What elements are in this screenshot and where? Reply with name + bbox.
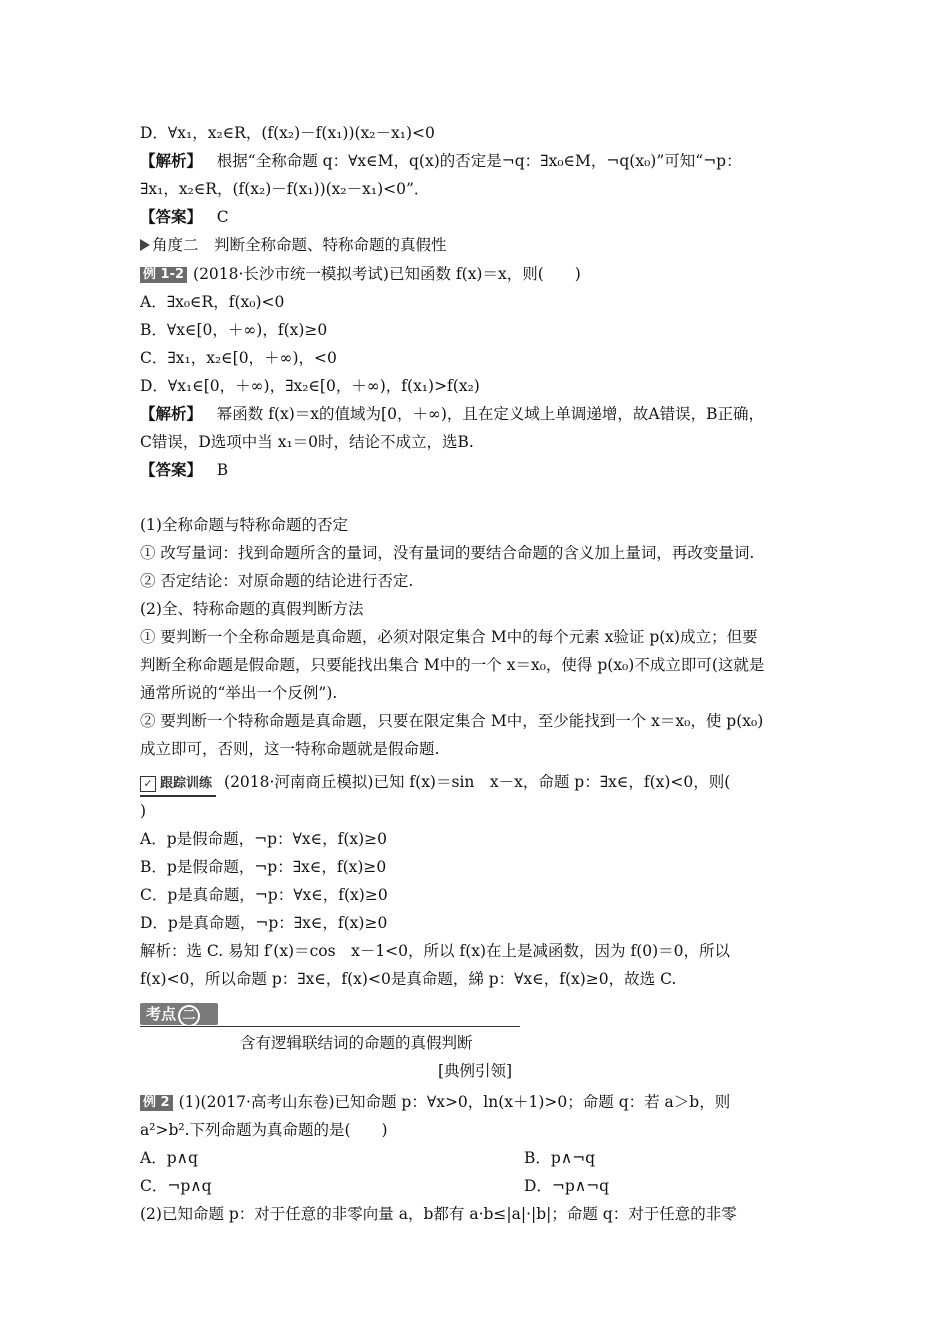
angle-heading-text: 角度二 判断全称命题、特称命题的真假性	[152, 236, 447, 254]
analysis-line	[140, 151, 742, 171]
section-divider	[140, 1026, 520, 1027]
option-d: D．∀x₁∈[0，＋∞)，∃x₂∈[0，＋∞)，f(x₁)>f(x₂)	[140, 377, 480, 395]
summary-point-3: ① 要判断一个全称命题是真命题，必须对限定集合 M中的每个元素 x验证 p(x)成立；但要	[140, 628, 758, 646]
option-a: A．∃x₀∈R，f(x₀)<0	[140, 293, 285, 311]
option-c: C．¬p∧q	[140, 1177, 212, 1195]
example-2-continuation: a²>b².下列命题为真命题的是( )	[140, 1121, 388, 1139]
example-1-2-line	[140, 264, 581, 284]
analysis-text: 幂函数 f(x)＝x的值域为[0，＋∞)，且在定义域上单调递增，故A错误，B正确，	[216, 405, 764, 423]
tracking-practice-line	[140, 772, 730, 797]
analysis-continuation: ∃x₁，x₂∈R，(f(x₂)－f(x₁))(x₂－x₁)<0”．	[140, 180, 430, 198]
example-2-text: (1)(2017·高考山东卷)已知命题 p：∀x>0，ln(x＋1)>0；命题 q：若 a＞b，则	[178, 1093, 731, 1111]
summary-point-3-cont: 判断全称命题是假命题，只要能找出集合 M中的一个 x＝x₀，使得 p(x₀)不成立即可(这就是	[140, 656, 765, 674]
answer-value: B	[216, 461, 229, 479]
play-triangle-icon	[140, 239, 150, 251]
analysis-continuation-2: C错误，D选项中当 x₁＝0时，结论不成立，选B.	[140, 433, 474, 451]
exam-point-label: 考点	[146, 1005, 177, 1023]
tracking-question: (2018·河南商丘模拟)已知 f(x)＝sin x－x，命题 p：∃x∈，f(x)<0，则(	[224, 773, 731, 791]
answer-line-2	[140, 460, 228, 480]
example-2-line	[140, 1092, 730, 1112]
exam-point-badge	[140, 1003, 218, 1025]
example-2-part-2: (2)已知命题 p：对于任意的非零向量 a，b都有 a·b≤|a|·|b|；命题 q：对于任意的非零	[140, 1205, 737, 1223]
option-a: A．p∧q	[140, 1149, 198, 1167]
solution-continuation: f(x)<0，所以命题 p：∃x∈，f(x)<0是真命题，綈 p：∀x∈，f(x)≥0，故选 C.	[140, 970, 677, 988]
tracking-badge-label: 跟踪训练	[160, 776, 213, 791]
tracking-badge	[140, 774, 216, 797]
option-b: B．p是假命题，¬p：∃x∈，f(x)≥0	[140, 858, 387, 876]
answer-label: 【答案】	[140, 460, 203, 479]
analysis-line-2	[140, 404, 764, 424]
option-d-line: D．∀x₁，x₂∈R，(f(x₂)－f(x₁))(x₂－x₁)<0	[140, 124, 435, 142]
option-b: B．p∧¬q	[524, 1149, 596, 1167]
section-title: 含有逻辑联结词的命题的真假判断	[240, 1034, 473, 1052]
summary-point-1: ① 改写量词：找到命题所含的量词，没有量词的要结合命题的含义加上量词，再改变量词.	[140, 544, 755, 562]
option-c: C．∃x₁，x₂∈[0，＋∞)，<0	[140, 349, 337, 367]
summary-point-2: ② 否定结论：对原命题的结论进行否定.	[140, 572, 414, 590]
checkmark-icon: ✓	[140, 776, 156, 792]
angle-heading	[140, 235, 447, 255]
answer-line	[140, 207, 229, 227]
summary-point-3-end: 通常所说的“举出一个反例”).	[140, 684, 338, 702]
analysis-label: 【解析】	[140, 404, 203, 423]
summary-point-4: ② 要判断一个特称命题是真命题，只要在限定集合 M中，至少能找到一个 x＝x₀，使 p(x₀)	[140, 712, 764, 730]
option-a: A．p是假命题，¬p：∀x∈，f(x)≥0	[140, 830, 388, 848]
example-tag: 例 2	[140, 1095, 173, 1111]
option-d: D．p是真命题，¬p：∃x∈，f(x)≥0	[140, 914, 388, 932]
exam-point-number: 二	[178, 1005, 200, 1027]
example-1-2-text: (2018·长沙市统一模拟考试)已知函数 f(x)＝x，则( )	[193, 265, 581, 283]
section-subtitle: [典例引领]	[438, 1062, 513, 1080]
option-c: C．p是真命题，¬p：∀x∈，f(x)≥0	[140, 886, 388, 904]
option-b: B．∀x∈[0，＋∞)，f(x)≥0	[140, 321, 328, 339]
solution-line: 解析：选 C. 易知 f′(x)＝cos x－1<0，所以 f(x)在上是减函数，因为 f(0)＝0，所以	[140, 942, 731, 960]
summary-heading-2: (2)全、特称命题的真假判断方法	[140, 600, 364, 618]
example-tag: 例 1-2	[140, 267, 187, 283]
option-d: D．¬p∧¬q	[524, 1177, 610, 1195]
answer-label: 【答案】	[140, 207, 203, 226]
tracking-question-end: )	[140, 802, 147, 820]
analysis-text: 根据“全称命题 q：∀x∈M，q(x)的否定是¬q：∃x₀∈M，¬q(x₀)”可知“¬p：	[216, 152, 742, 170]
answer-value: C	[216, 208, 229, 226]
summary-point-4-end: 成立即可，否则，这一特称命题就是假命题.	[140, 740, 440, 758]
analysis-label: 【解析】	[140, 151, 203, 170]
summary-heading-1: (1)全称命题与特称命题的否定	[140, 516, 348, 534]
